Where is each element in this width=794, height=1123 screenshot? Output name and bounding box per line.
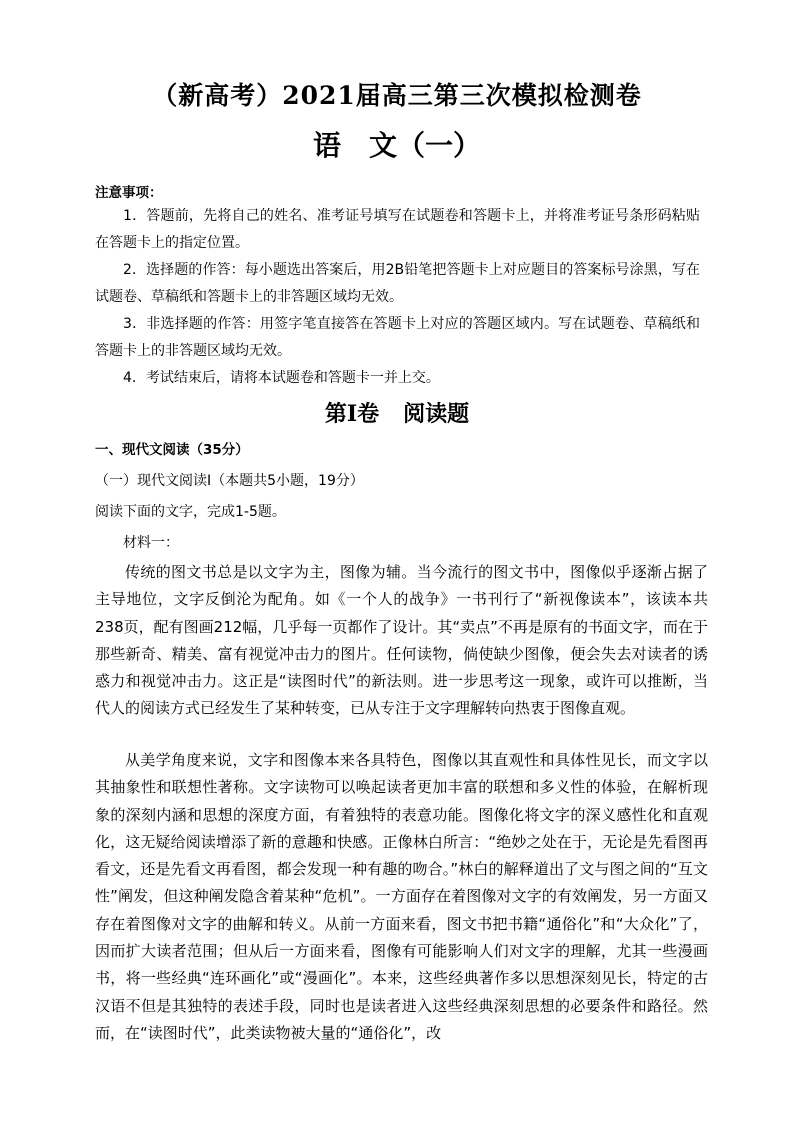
notice-item-1: 1．答题前，先将自己的姓名、准考证号填写在试题卷和答题卡上，并将准考证号条形码粘贴在答题卡上的指定位置。 — [95, 208, 700, 251]
part1-heading: 一、现代文阅读（35分） — [95, 442, 249, 458]
subject-title: 语 文（一） — [312, 129, 481, 162]
notice-item-4: 4．考试结束后，请将本试题卷和答题卡一并上交。 — [123, 370, 440, 386]
notice-item-2: 2．选择题的作答：每小题选出答案后，用2B铅笔把答题卡上对应题目的答案标号涂黑，写在试题卷、草稿纸和答题卡上的非答题区域均无效。 — [95, 262, 700, 305]
material-label: 材料一： — [123, 535, 179, 551]
part1-subheading: （一）现代文阅读Ⅰ（本题共5小题，19分） — [95, 473, 364, 489]
volume-title — [0, 397, 794, 428]
material-paragraph-2: 从美学角度来说，文字和图像本来各具特色，图像以其直观性和具体性见长，而文字以其抽象性和联想性著称。文字读物可以唤起读者更加丰富的联想和多义性的体验，在解析现象的深刻内涵和思想的深度方面，有着独特的表意功能。图像化将文字的深义感性化和直观化，这无疑给阅读增添了新的意趣和快感。正像林白所言：“绝妙之处在于，无论是先看图再看文，还是先看文再看图，都会发现一种有趣的吻合。”林白的解释道出了文与图之间的“互文性”阐发，但这种阐发隐含着某种“危机”。一方面存在着图像对文字的有效阐发，另一方面又存在着图像对文字的曲解和转义。从前一方面来看，图文书把书籍“通俗化”和“大众化”了，因而扩大读者范围；但从后一方面来看，图像有可能影响人们对文字的理解，尤其一些漫画书，将一些经典“连环画化”或“漫画化”。本来，这些经典著作多以思想深刻见长，特定的古汉语不但是其独特的表述手段，同时也是读者进入这些经典深刻思想的必要条件和路径。然而，在“读图时代”，此类读物被大量的“通俗化”，改 — [95, 751, 708, 1042]
exam-title: （新高考）2021届高三第三次模拟检测卷 — [152, 81, 642, 110]
notice-item-3: 3．非选择题的作答：用签字笔直接答在答题卡上对应的答题区域内。写在试题卷、草稿纸和答题卡上的非答题区域均无效。 — [95, 316, 700, 359]
volume-title-left: 第Ⅰ卷 — [324, 401, 380, 427]
notice-heading: 注意事项： — [95, 185, 163, 201]
part1-instruction: 阅读下面的文字，完成1-5题。 — [95, 504, 286, 520]
volume-title-right: 阅读题 — [403, 401, 470, 427]
material-paragraph-1: 传统的图文书总是以文字为主，图像为辅。当今流行的图文书中，图像似乎逐渐占据了主导地位，文字反倒沦为配角。如《一个人的战争》一书刊行了“新视像读本”，该读本共238页，配有图画212幅，几乎每一页都作了设计。其“卖点”不再是原有的书面文字，而在于那些新奇、精美、富有视觉冲击力的图片。任何读物，倘使缺少图像，便会失去对读者的诱惑力和视觉冲击力。这正是“读图时代”的新法则。进一步思考这一现象，或许可以推断，当代人的阅读方式已经发生了某种转变，已从专注于文字理解转向热衷于图像直观。 — [95, 563, 708, 718]
